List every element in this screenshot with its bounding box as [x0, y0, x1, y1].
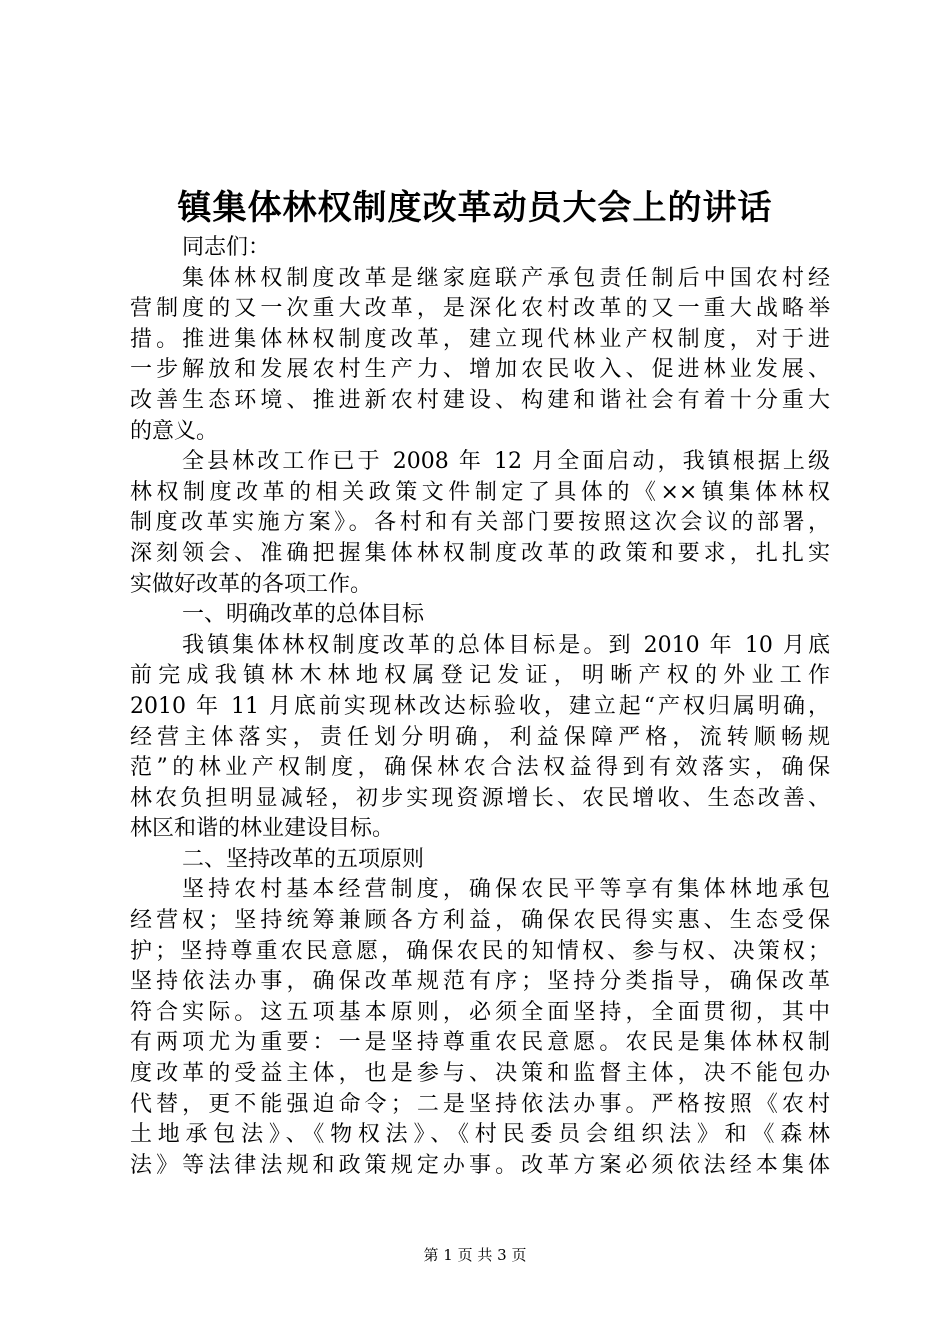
- text-line: 措。推进集体林权制度改革，建立现代林业产权制度，对于进: [130, 326, 830, 352]
- text-line: 护；坚持尊重农民意愿，确保农民的知情权、参与权、决策权；: [130, 938, 830, 964]
- text-line: 的意义。: [130, 418, 219, 444]
- text-line: 林权制度改革的相关政策文件制定了具体的《××镇集体林权: [130, 479, 830, 505]
- text-line: 全县林改工作已于 2008 年 12 月全面启动，我镇根据上级: [182, 449, 830, 475]
- text-line: 土地承包法》、《物权法》、《村民委员会组织法》和《森林: [130, 1122, 830, 1148]
- text-line: 一步解放和发展农村生产力、增加农民收入、促进林业发展、: [130, 357, 830, 383]
- text-line: 经营权；坚持统筹兼顾各方利益，确保农民得实惠、生态受保: [130, 908, 830, 934]
- text-line: 符合实际。这五项基本原则，必须全面坚持，全面贯彻，其中: [130, 999, 830, 1025]
- text-line: 林区和谐的林业建设目标。: [130, 816, 395, 842]
- text-line: 营制度的又一次重大改革，是深化农村改革的又一重大战略举: [130, 296, 830, 322]
- text-line: 经营主体落实，责任划分明确，利益保障严格，流转顺畅规: [130, 724, 830, 750]
- text-line: 坚持农村基本经营制度，确保农民平等享有集体林地承包: [182, 877, 830, 903]
- text-line: 深刻领会、准确把握集体林权制度改革的政策和要求，扎扎实: [130, 540, 830, 566]
- text-line: 范”的林业产权制度，确保林农合法权益得到有效落实，确保: [130, 755, 830, 781]
- text-line: 实做好改革的各项工作。: [130, 571, 373, 597]
- text-line: 同志们：: [182, 235, 271, 260]
- text-line: 前完成我镇林木林地权属登记发证，明晰产权的外业工作: [130, 663, 830, 689]
- text-line: 2010 年 11 月底前实现林改达标验收，建立起“产权归属明确，: [130, 693, 830, 719]
- text-line: 集体林权制度改革是继家庭联产承包责任制后中国农村经: [182, 265, 830, 291]
- text-line: 林农负担明显减轻，初步实现资源增长、农民增收、生态改善、: [130, 785, 830, 811]
- document-body: [130, 233, 830, 1181]
- document-title: 镇集体林权制度改革动员大会上的讲话: [177, 188, 773, 228]
- text-line: 代替，更不能强迫命令；二是坚持依法办事。严格按照《农村: [130, 1091, 830, 1117]
- text-line: 法》等法律法规和政策规定办事。改革方案必须依法经本集体: [130, 1152, 830, 1178]
- text-line: 一、明确改革的总体目标: [182, 602, 425, 628]
- text-line: 有两项尤为重要：一是坚持尊重农民意愿。农民是集体林权制: [130, 1030, 830, 1056]
- page-footer: 第 1 页 共 3 页: [423, 1246, 527, 1264]
- text-line: 我镇集体林权制度改革的总体目标是。到 2010 年 10 月底: [182, 632, 830, 658]
- text-line: 制度改革实施方案》。各村和有关部门要按照这次会议的部署，: [130, 510, 830, 536]
- text-line: 二、坚持改革的五项原则: [182, 846, 425, 872]
- text-line: 改善生态环境、推进新农村建设、构建和谐社会有着十分重大: [130, 387, 830, 413]
- text-line: 坚持依法办事，确保改革规范有序；坚持分类指导，确保改革: [130, 969, 830, 995]
- text-line: 度改革的受益主体，也是参与、决策和监督主体，决不能包办: [130, 1061, 830, 1087]
